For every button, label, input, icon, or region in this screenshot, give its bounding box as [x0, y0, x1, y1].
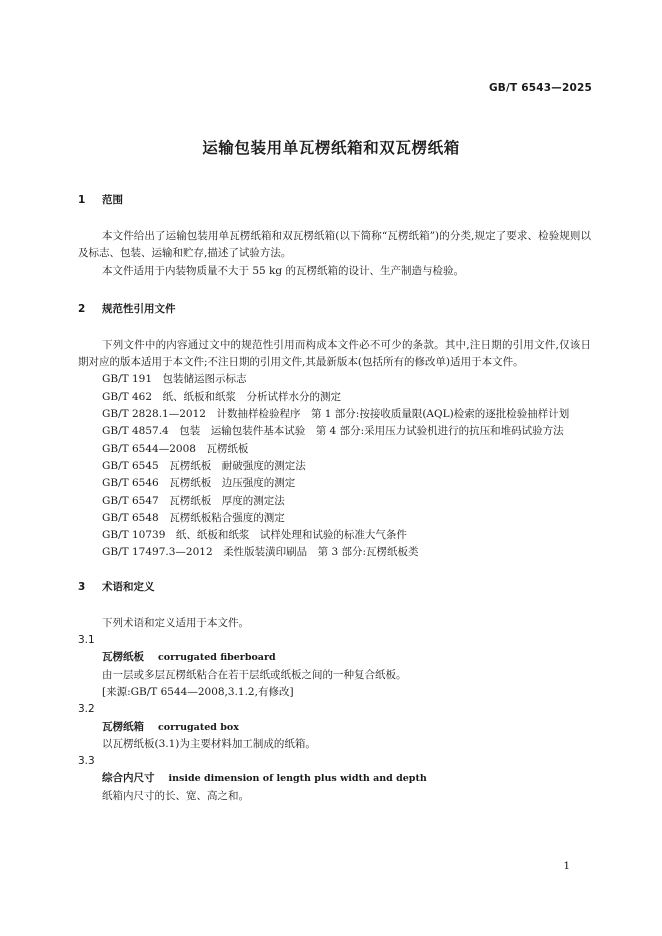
section-2-heading	[78, 302, 591, 317]
scope-paragraph-1: 本文件给出了运输包装用单瓦楞纸箱和双瓦楞纸箱(以下简称“瓦楞纸箱”)的分类,规定了要求、检验规则以及标志、包装、运输和贮存,描述了试验方法。	[78, 230, 591, 260]
term-name-en: corrugated box	[158, 721, 239, 733]
section-3-title: 术语和定义	[102, 580, 155, 593]
reference-item: GB/T 191 包装储运图示标志	[102, 373, 247, 386]
standard-code: GB/T 6543—2025	[488, 82, 592, 94]
section-1-number: 1	[78, 194, 86, 206]
section-3-heading	[78, 580, 591, 595]
document-body	[78, 193, 591, 805]
reference-item: GB/T 6546 瓦楞纸板 边压强度的测定	[102, 477, 296, 490]
reference-item: GB/T 4857.4 包装 运输包装件基本试验 第 4 部分:采用压力试验机进行的抗压和堆码试验方法	[102, 425, 564, 438]
document-title: 运输包装用单瓦楞纸箱和双瓦楞纸箱	[202, 139, 460, 157]
section-1-heading	[78, 193, 591, 208]
section-3-number: 3	[78, 580, 86, 593]
term-name-zh: 瓦楞纸板	[102, 651, 144, 664]
term-3-3	[78, 753, 591, 805]
reference-item: GB/T 10739 纸、纸板和纸浆 试样处理和试验的标准大气条件	[102, 529, 407, 542]
term-name-zh: 瓦楞纸箱	[102, 720, 144, 733]
term-definition: 以瓦楞纸板(3.1)为主要材料加工制成的纸箱。	[102, 737, 316, 750]
section-2-number: 2	[78, 302, 86, 315]
terms-intro: 下列术语和定义适用于本文件。	[102, 616, 249, 629]
term-name	[78, 770, 591, 787]
reference-item: GB/T 6544—2008 瓦楞纸板	[102, 442, 249, 455]
reference-item: GB/T 462 纸、纸板和纸浆 分析试样水分的测定	[102, 390, 342, 403]
term-name-en: inside dimension of length plus width and depth	[168, 773, 427, 785]
term-number: 3.2	[78, 703, 95, 716]
reference-item: GB/T 6548 瓦楞纸板粘合强度的测定	[102, 511, 285, 524]
term-number: 3.1	[78, 634, 95, 647]
term-name	[78, 719, 591, 736]
section-2-title: 规范性引用文件	[102, 302, 176, 315]
section-1-title: 范围	[102, 194, 123, 206]
term-name-en: corrugated fiberboard	[158, 652, 276, 664]
reference-item: GB/T 6547 瓦楞纸板 厚度的测定法	[102, 494, 285, 507]
reference-item: GB/T 17497.3—2012 柔性版装潢印刷品 第 3 部分:瓦楞纸板类	[102, 546, 419, 559]
term-number: 3.3	[78, 755, 95, 768]
term-3-2	[78, 701, 591, 753]
references-intro: 下列文件中的内容通过文中的规范性引用而构成本文件必不可少的条款。其中,注日期的引用文件,仅该日期对应的版本适用于本文件;不注日期的引用文件,其最新版本(包括所有的修改单)适用于本文件。	[78, 338, 591, 369]
term-source: [来源:GB/T 6544—2008,3.1.2,有修改]	[102, 685, 294, 698]
reference-item: GB/T 2828.1—2012 计数抽样检验程序 第 1 部分:按接收质量限(AQL)检索的逐批检验抽样计划	[102, 408, 570, 421]
page-number: 1	[563, 860, 570, 872]
term-definition: 由一层或多层瓦楞纸粘合在若干层纸或纸板之间的一种复合纸板。	[102, 668, 407, 681]
reference-item: GB/T 6545 瓦楞纸板 耐破强度的测定法	[102, 459, 306, 472]
term-name	[78, 649, 591, 666]
term-name-zh: 综合内尺寸	[102, 772, 155, 785]
scope-paragraph-2: 本文件适用于内装物质量不大于 55 kg 的瓦楞纸箱的设计、生产制造与检验。	[102, 264, 464, 277]
term-3-1	[78, 632, 591, 701]
term-definition: 纸箱内尺寸的长、宽、高之和。	[102, 789, 249, 802]
